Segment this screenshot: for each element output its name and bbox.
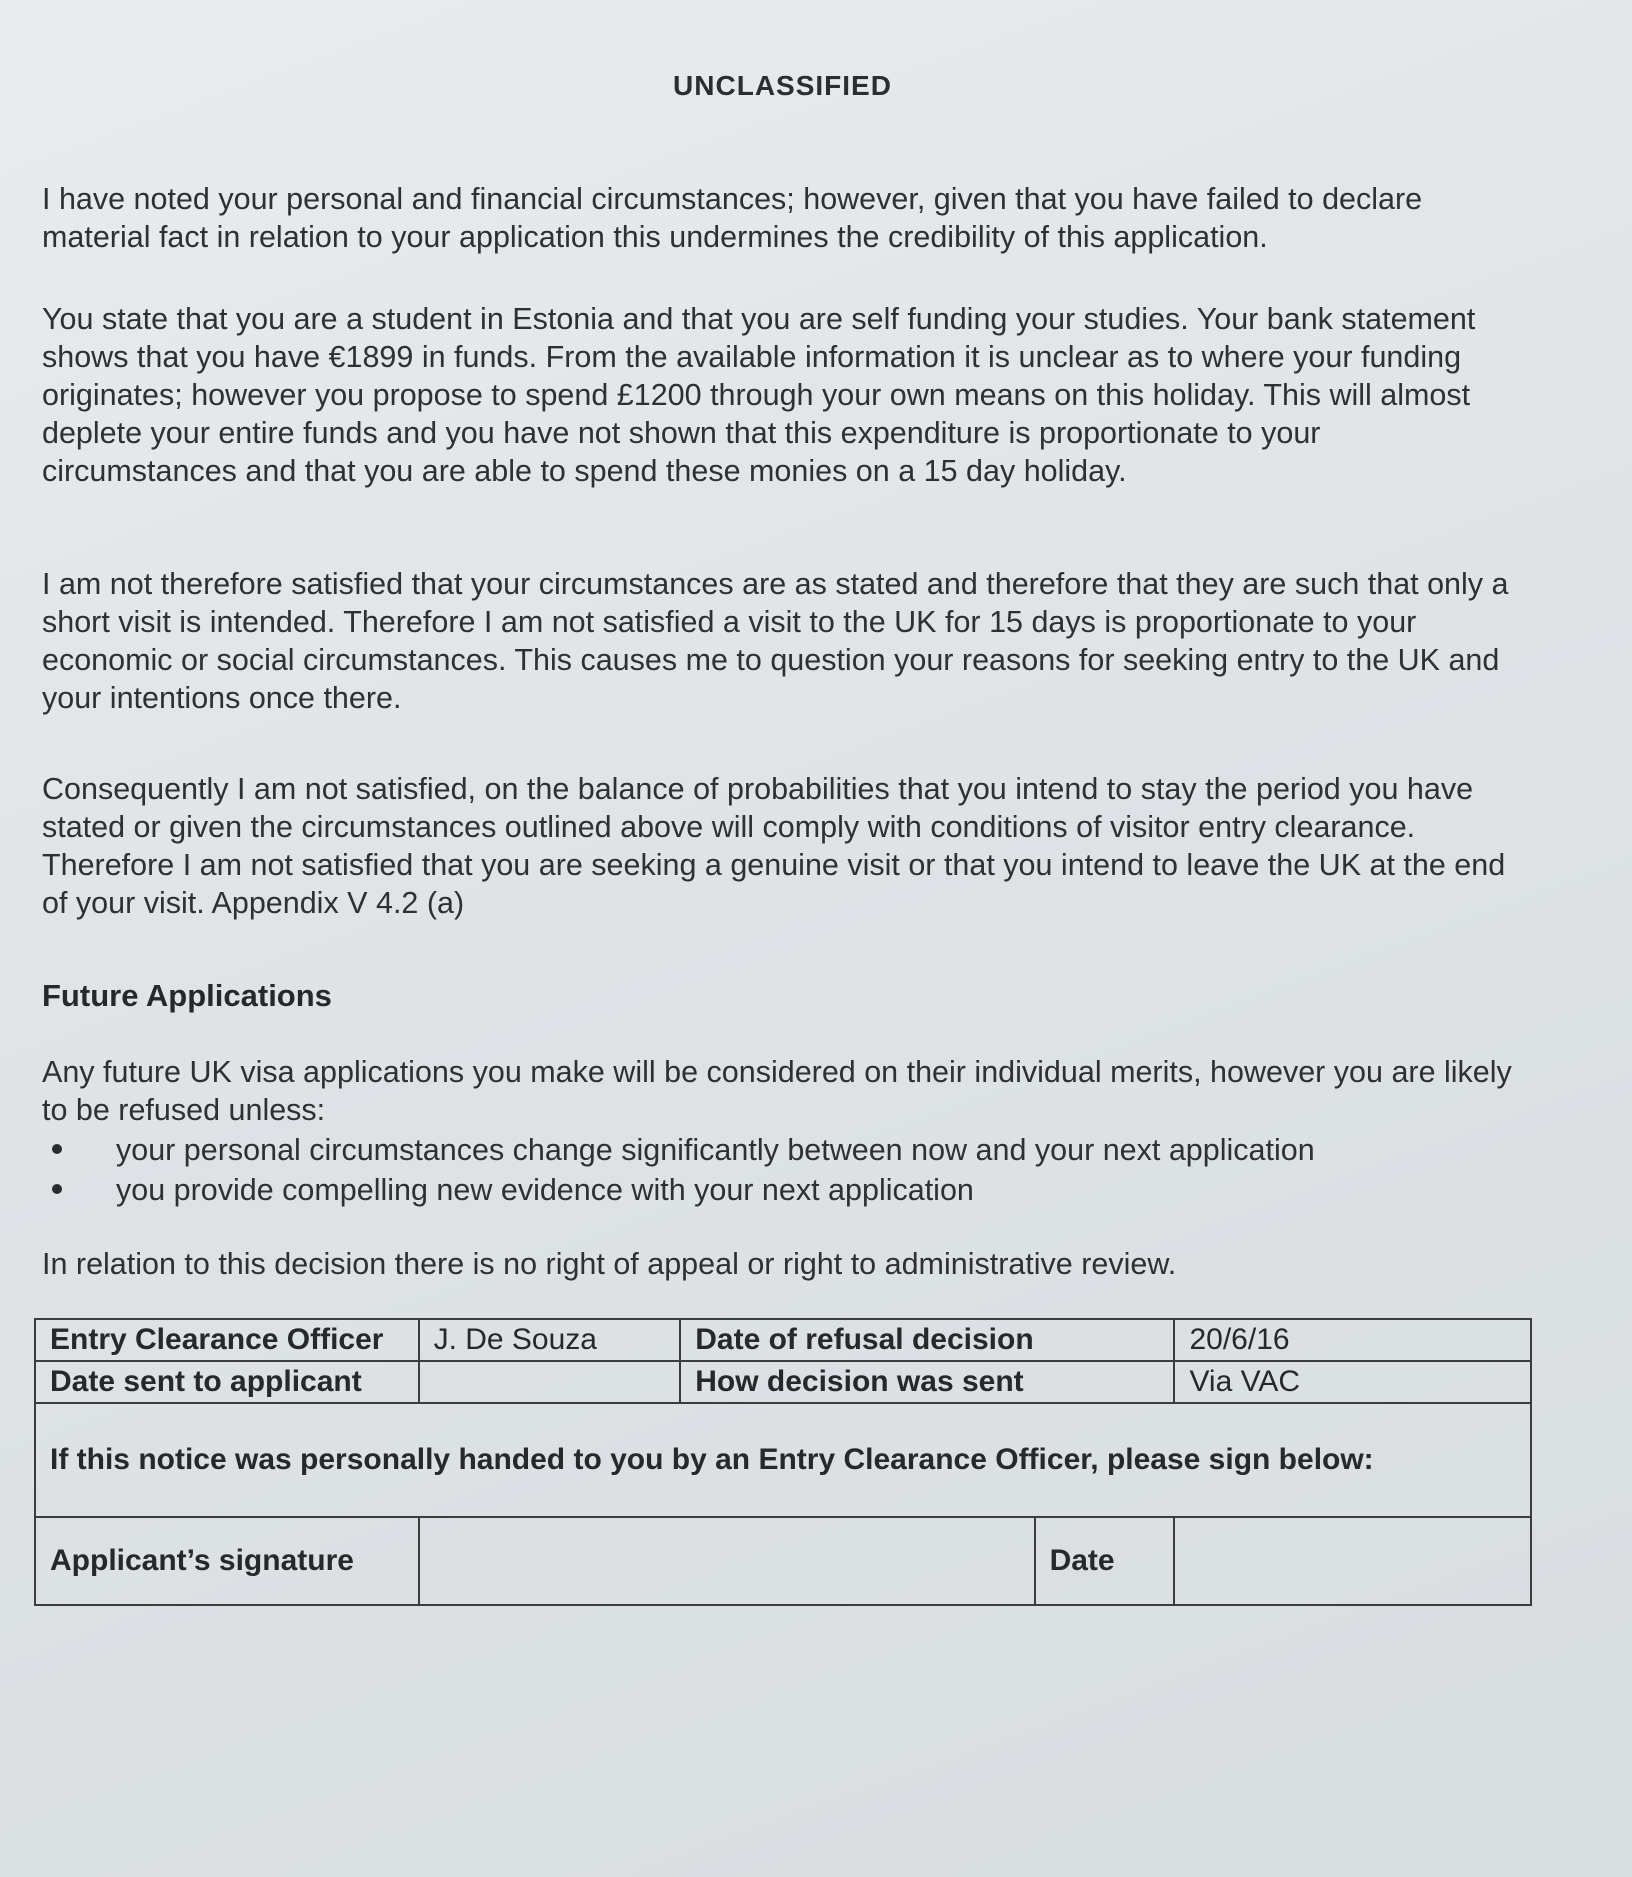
list-item-text: your personal circumstances change significantly between now and your next application — [116, 1133, 1315, 1167]
bullet-icon — [52, 1144, 62, 1154]
list-item — [42, 1130, 1522, 1170]
sent-date-label: Date sent to applicant — [35, 1361, 419, 1403]
refusal-date-label: Date of refusal decision — [680, 1319, 1174, 1361]
table-row — [35, 1361, 1531, 1403]
signature-field[interactable] — [419, 1517, 1035, 1605]
paragraph-conclusion: Consequently I am not satisfied, on the balance of probabilities that you intend to stay the period you have stated or given the circumstances outlined above will comply with conditions of visitor entry clearance. Therefore I am not satisfied that you are seeking a genuine visit or that you intend to leave the UK at the end of your visit. Appendix V 4.2 (a) — [42, 772, 1506, 920]
handed-notice-instruction: If this notice was personally handed to you by an Entry Clearance Officer, please sign below: — [35, 1403, 1531, 1517]
list-item-text: you provide compelling new evidence with your next application — [116, 1173, 974, 1207]
sent-date-value[interactable] — [419, 1361, 681, 1403]
signature-label: Applicant’s signature — [35, 1517, 419, 1605]
method-label: How decision was sent — [680, 1361, 1174, 1403]
future-applications-heading: Future Applications — [42, 978, 332, 1013]
sign-date-field[interactable] — [1174, 1517, 1531, 1605]
officer-value: J. De Souza — [419, 1319, 681, 1361]
future-applications-intro: Any future UK visa applications you make will be considered on their individual merits, however you are likely to be refused unless: — [42, 1055, 1512, 1127]
table-row — [35, 1517, 1531, 1605]
decision-details-table — [34, 1318, 1532, 1606]
table-row — [35, 1403, 1531, 1517]
classification-header: UNCLASSIFIED — [673, 70, 892, 101]
paragraph-credibility: I have noted your personal and financial circumstances; however, given that you have failed to declare material fact in relation to your application this undermines the credibility of this application. — [42, 182, 1423, 254]
sign-date-label: Date — [1035, 1517, 1175, 1605]
paragraph-funds: You state that you are a student in Estonia and that you are self funding your studies. Your bank statement shows that you have €1899 in funds. From the available information it is unclear as to where your funding originates; however you propose to spend £1200 through your own means on this holiday. This will almost deplete your entire funds and you have not shown that this expenditure is proportionate to your circumstances and that you are able to spend these monies on a 15 day holiday. — [42, 302, 1476, 488]
refusal-date-value: 20/6/16 — [1174, 1319, 1531, 1361]
list-item — [42, 1170, 1522, 1210]
appeal-note: In relation to this decision there is no right of appeal or right to administrative review. — [42, 1247, 1177, 1281]
table-row — [35, 1319, 1531, 1361]
bullet-icon — [52, 1184, 62, 1194]
paragraph-circumstances: I am not therefore satisfied that your circumstances are as stated and therefore that they are such that only a short visit is intended. Therefore I am not satisfied a visit to the UK for 15 days is proportionate to your economic or social circumstances. This causes me to question your reasons for seeking entry to the UK and your intentions once there. — [42, 567, 1509, 715]
officer-label: Entry Clearance Officer — [35, 1319, 419, 1361]
method-value: Via VAC — [1174, 1361, 1531, 1403]
refusal-conditions-list — [42, 1130, 1522, 1210]
